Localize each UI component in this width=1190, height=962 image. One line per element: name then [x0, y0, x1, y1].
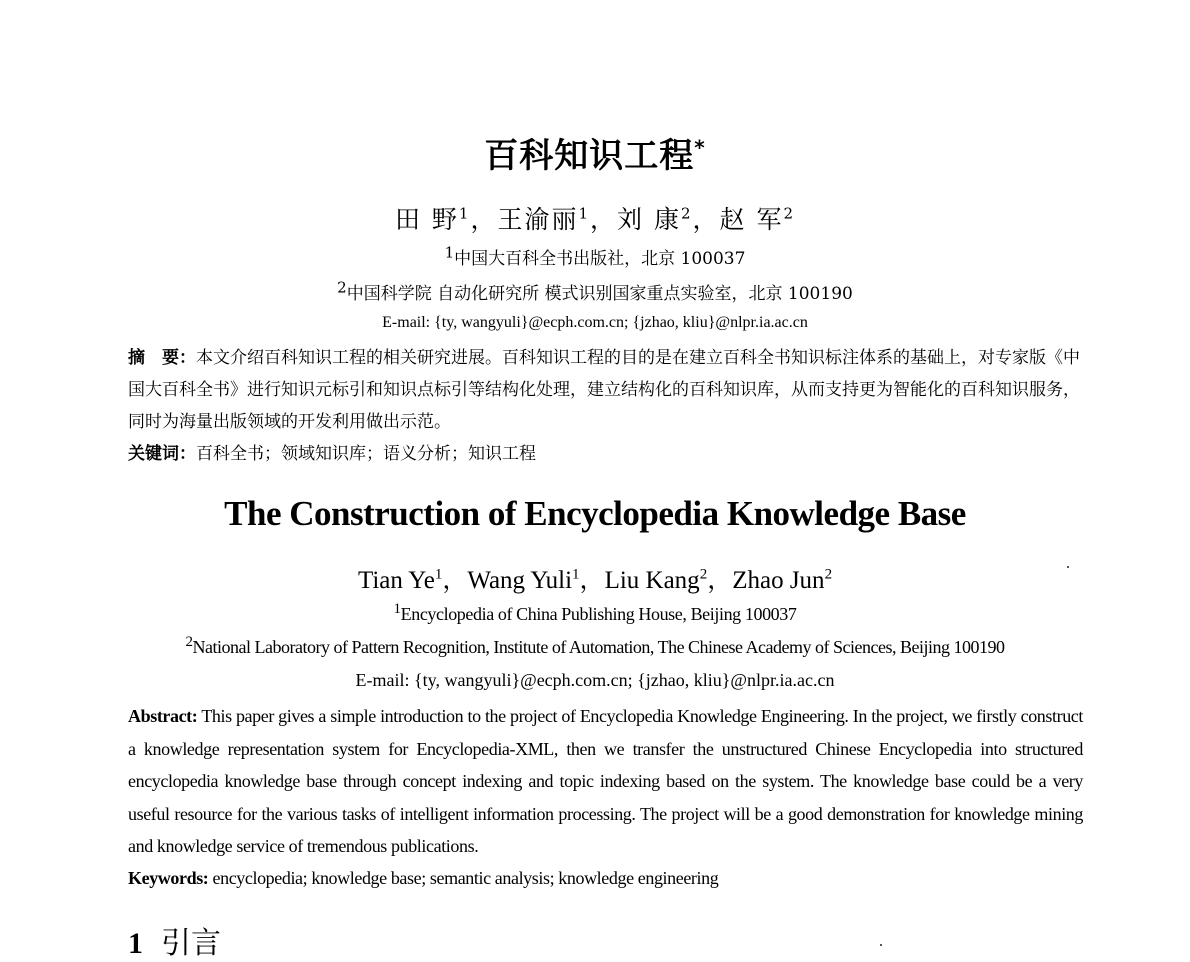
en-keywords — [128, 864, 1083, 892]
en-author: Wang Yuli$^1$， — [467, 566, 605, 594]
en-author: Zhao Jun$^2$ — [732, 566, 833, 594]
scan-speck — [880, 944, 882, 946]
cn-abstract-label: 摘 要： — [128, 348, 196, 368]
cn-title — [0, 128, 1190, 177]
cn-keywords-text: 百科全书；领域知识库；语义分析；知识工程 — [196, 444, 536, 464]
section-number: 1 — [128, 927, 143, 960]
en-affiliation-1: $^1$Encyclopedia of China Publishing House, Beijing 100037 — [393, 601, 797, 624]
en-email: E-mail: {ty, wangyuli}@ecph.com.cn; {jzhao, kliu}@nlpr.ia.ac.cn — [355, 670, 835, 690]
scan-speck — [1067, 566, 1069, 568]
cn-affiliation-2: $^2$中国科学院 自动化研究所 模式识别国家重点实验室，北京 100190 — [337, 278, 853, 304]
en-abstract-label: Abstract: — [128, 706, 198, 726]
cn-abstract-text: 本文介绍百科知识工程的相关研究进展。百科知识工程的目的是在建立百科全书知识标注体系的基础上，对专家版《中国大百科全书》进行知识元标引和知识点标引等结构化处理，建立结构化的百科知识库，从而支持更为智能化的百科知识服务，同时为海量出版领域的开发利用做出示范。 — [128, 348, 1080, 432]
en-keywords-label: Keywords: — [128, 868, 209, 888]
cn-abstract — [128, 342, 1083, 438]
cn-authors — [0, 200, 1190, 236]
cn-keywords-label: 关键词： — [128, 444, 196, 464]
cn-title-text: 百科知识工程 — [484, 136, 695, 176]
en-keywords-text: encyclopedia; knowledge base; semantic analysis; knowledge engineering — [212, 868, 719, 888]
cn-title-footnote-mark: * — [694, 135, 706, 160]
en-abstract-text: This paper gives a simple introduction to the project of Encyclopedia Knowledge Engineering. In the project, we firstly construct a knowledge representation system for Encyclopedia-XML, then we transfer the unstructured Chinese Encyclopedia into structured encyclopedia knowledge base through concept indexing and topic indexing based on the system. The knowledge base could be a very useful resource for the various tasks of intelligent information processing. The project will be a good demonstration for knowledge mining and knowledge service of tremendous publications. — [128, 706, 1083, 856]
cn-keywords — [128, 440, 1083, 468]
cn-author: 刘 康$^2$， — [617, 204, 720, 234]
en-title: The Construction of Encyclopedia Knowledge Base — [224, 494, 966, 533]
en-authors — [0, 560, 1190, 596]
section-title: 引言 — [161, 926, 221, 961]
section-heading — [128, 918, 221, 962]
en-author: Liu Kang$^2$， — [604, 566, 733, 594]
en-abstract — [128, 700, 1083, 863]
cn-email: E-mail: {ty, wangyuli}@ecph.com.cn; {jzhao, kliu}@nlpr.ia.ac.cn — [382, 314, 808, 331]
cn-author: 王渝丽$^1$， — [497, 204, 618, 234]
cn-author: 田 野$^1$， — [394, 204, 498, 234]
en-affiliation-2: $^2$National Laboratory of Pattern Recognition, Institute of Automation, The Chinese Academy of Sciences, Beijing 100190 — [185, 634, 1005, 657]
cn-author: 赵 军$^2$ — [719, 204, 796, 234]
en-author: Tian Ye$^1$， — [357, 566, 468, 594]
cn-affiliation-1: $^1$中国大百科全书出版社，北京 100037 — [444, 243, 746, 269]
